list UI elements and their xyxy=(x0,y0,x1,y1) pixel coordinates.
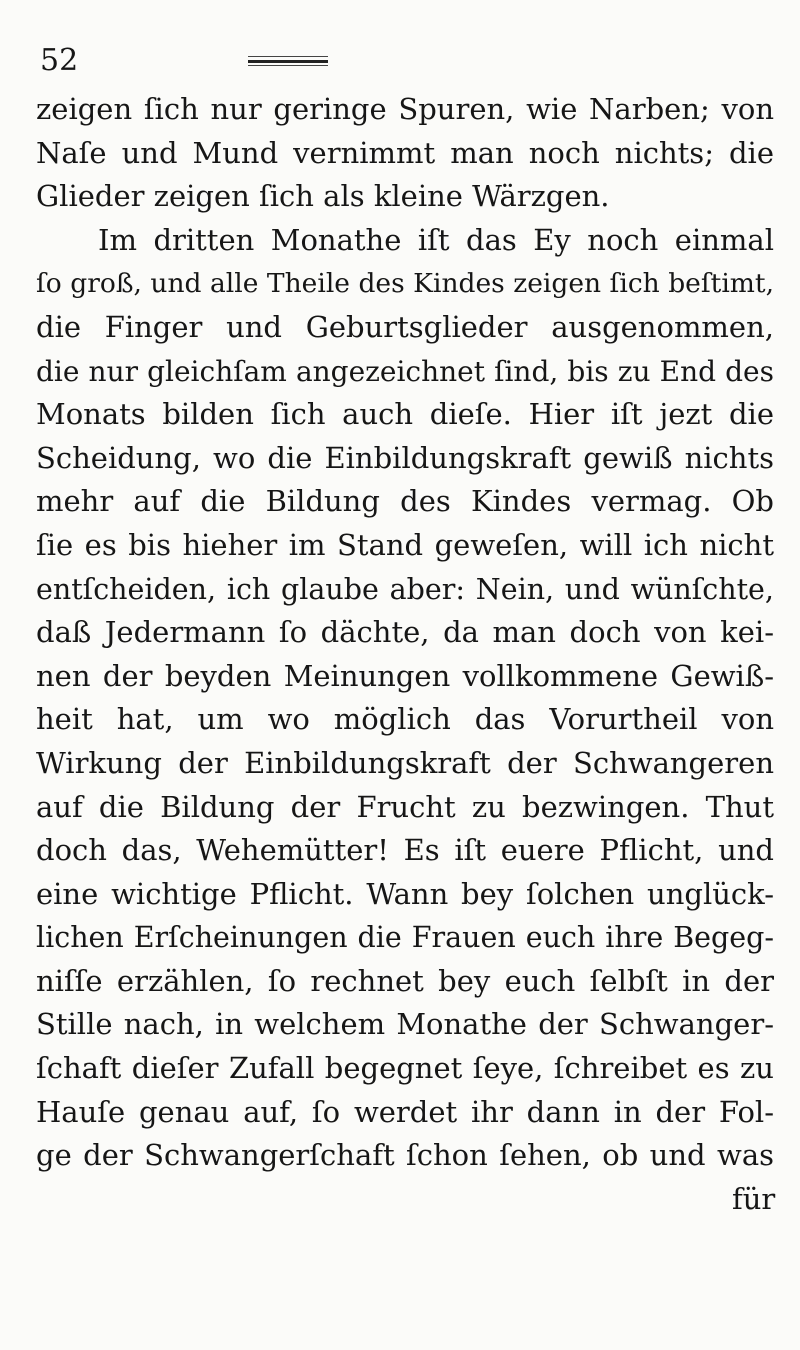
text-line: lichen Erſcheinungen die Frauen euch ihre Begeg- xyxy=(36,921,774,955)
text-line: daß Jedermann ſo dächte, da man doch von kei- xyxy=(36,615,774,650)
text-line: Monats bilden ſich auch dieſe. Hier iſt jezt die xyxy=(36,397,774,432)
text-line: zeigen ſich nur geringe Spuren, wie Narben; von xyxy=(36,92,774,126)
text-line: Hauſe genau auf, ſo werdet ihr dann in der Fol- xyxy=(36,1094,774,1129)
text-line: heit hat, um wo möglich das Vorurtheil von xyxy=(36,702,774,737)
text-line: ſo groß, und alle Theile des Kindes zeigen ſich beſtimt, xyxy=(36,268,774,300)
body-text xyxy=(36,88,774,1221)
text-line: eine wichtige Pflicht. Wann bey ſolchen unglück- xyxy=(36,876,774,911)
text-line: die nur gleichſam angezeichnet ſind, bis zu End des xyxy=(36,354,774,388)
text-line: die Finger und Geburtsglieder ausgenommen, xyxy=(36,309,774,344)
text-line: Naſe und Mund vernimmt man noch nichts; die xyxy=(36,135,774,170)
page-number: 52 xyxy=(40,43,79,78)
text-line: Glieder zeigen ſich als kleine Wärzgen. xyxy=(36,179,610,214)
text-line: ſie es bis hieher im Stand geweſen, will ich nicht xyxy=(36,527,774,562)
text-line: auf die Bildung der Frucht zu bezwingen. Thut xyxy=(36,789,774,824)
text-line: mehr auf die Bildung des Kindes vermag. Ob xyxy=(36,484,774,519)
text-line: Wirkung der Einbildungskraft der Schwangeren xyxy=(36,745,774,780)
text-line: ge der Schwangerſchaft ſchon ſehen, ob und was xyxy=(36,1138,774,1173)
text-line: entſcheiden, ich glaube aber: Nein, und wünſchte, xyxy=(36,572,774,606)
text-line: nen der beyden Meinungen vollkommene Gewiß- xyxy=(36,658,774,693)
text-line: Stille nach, in welchem Monathe der Schwanger- xyxy=(36,1007,774,1042)
text-line: doch das, Wehemütter! Es iſt euere Pflicht, und xyxy=(36,833,774,868)
text-line: Im dritten Monathe iſt das Ey noch einmal xyxy=(98,222,774,257)
catchword: für xyxy=(732,1181,776,1216)
text-line: niſſe erzählen, ſo rechnet bey euch ſelbſt in der xyxy=(36,963,774,998)
text-line: Scheidung, wo die Einbildungskraft gewiß nichts xyxy=(36,440,774,475)
header-rule xyxy=(248,60,328,63)
text-line: ſchaft dieſer Zufall begegnet ſeye, ſchreibet es zu xyxy=(36,1051,774,1086)
